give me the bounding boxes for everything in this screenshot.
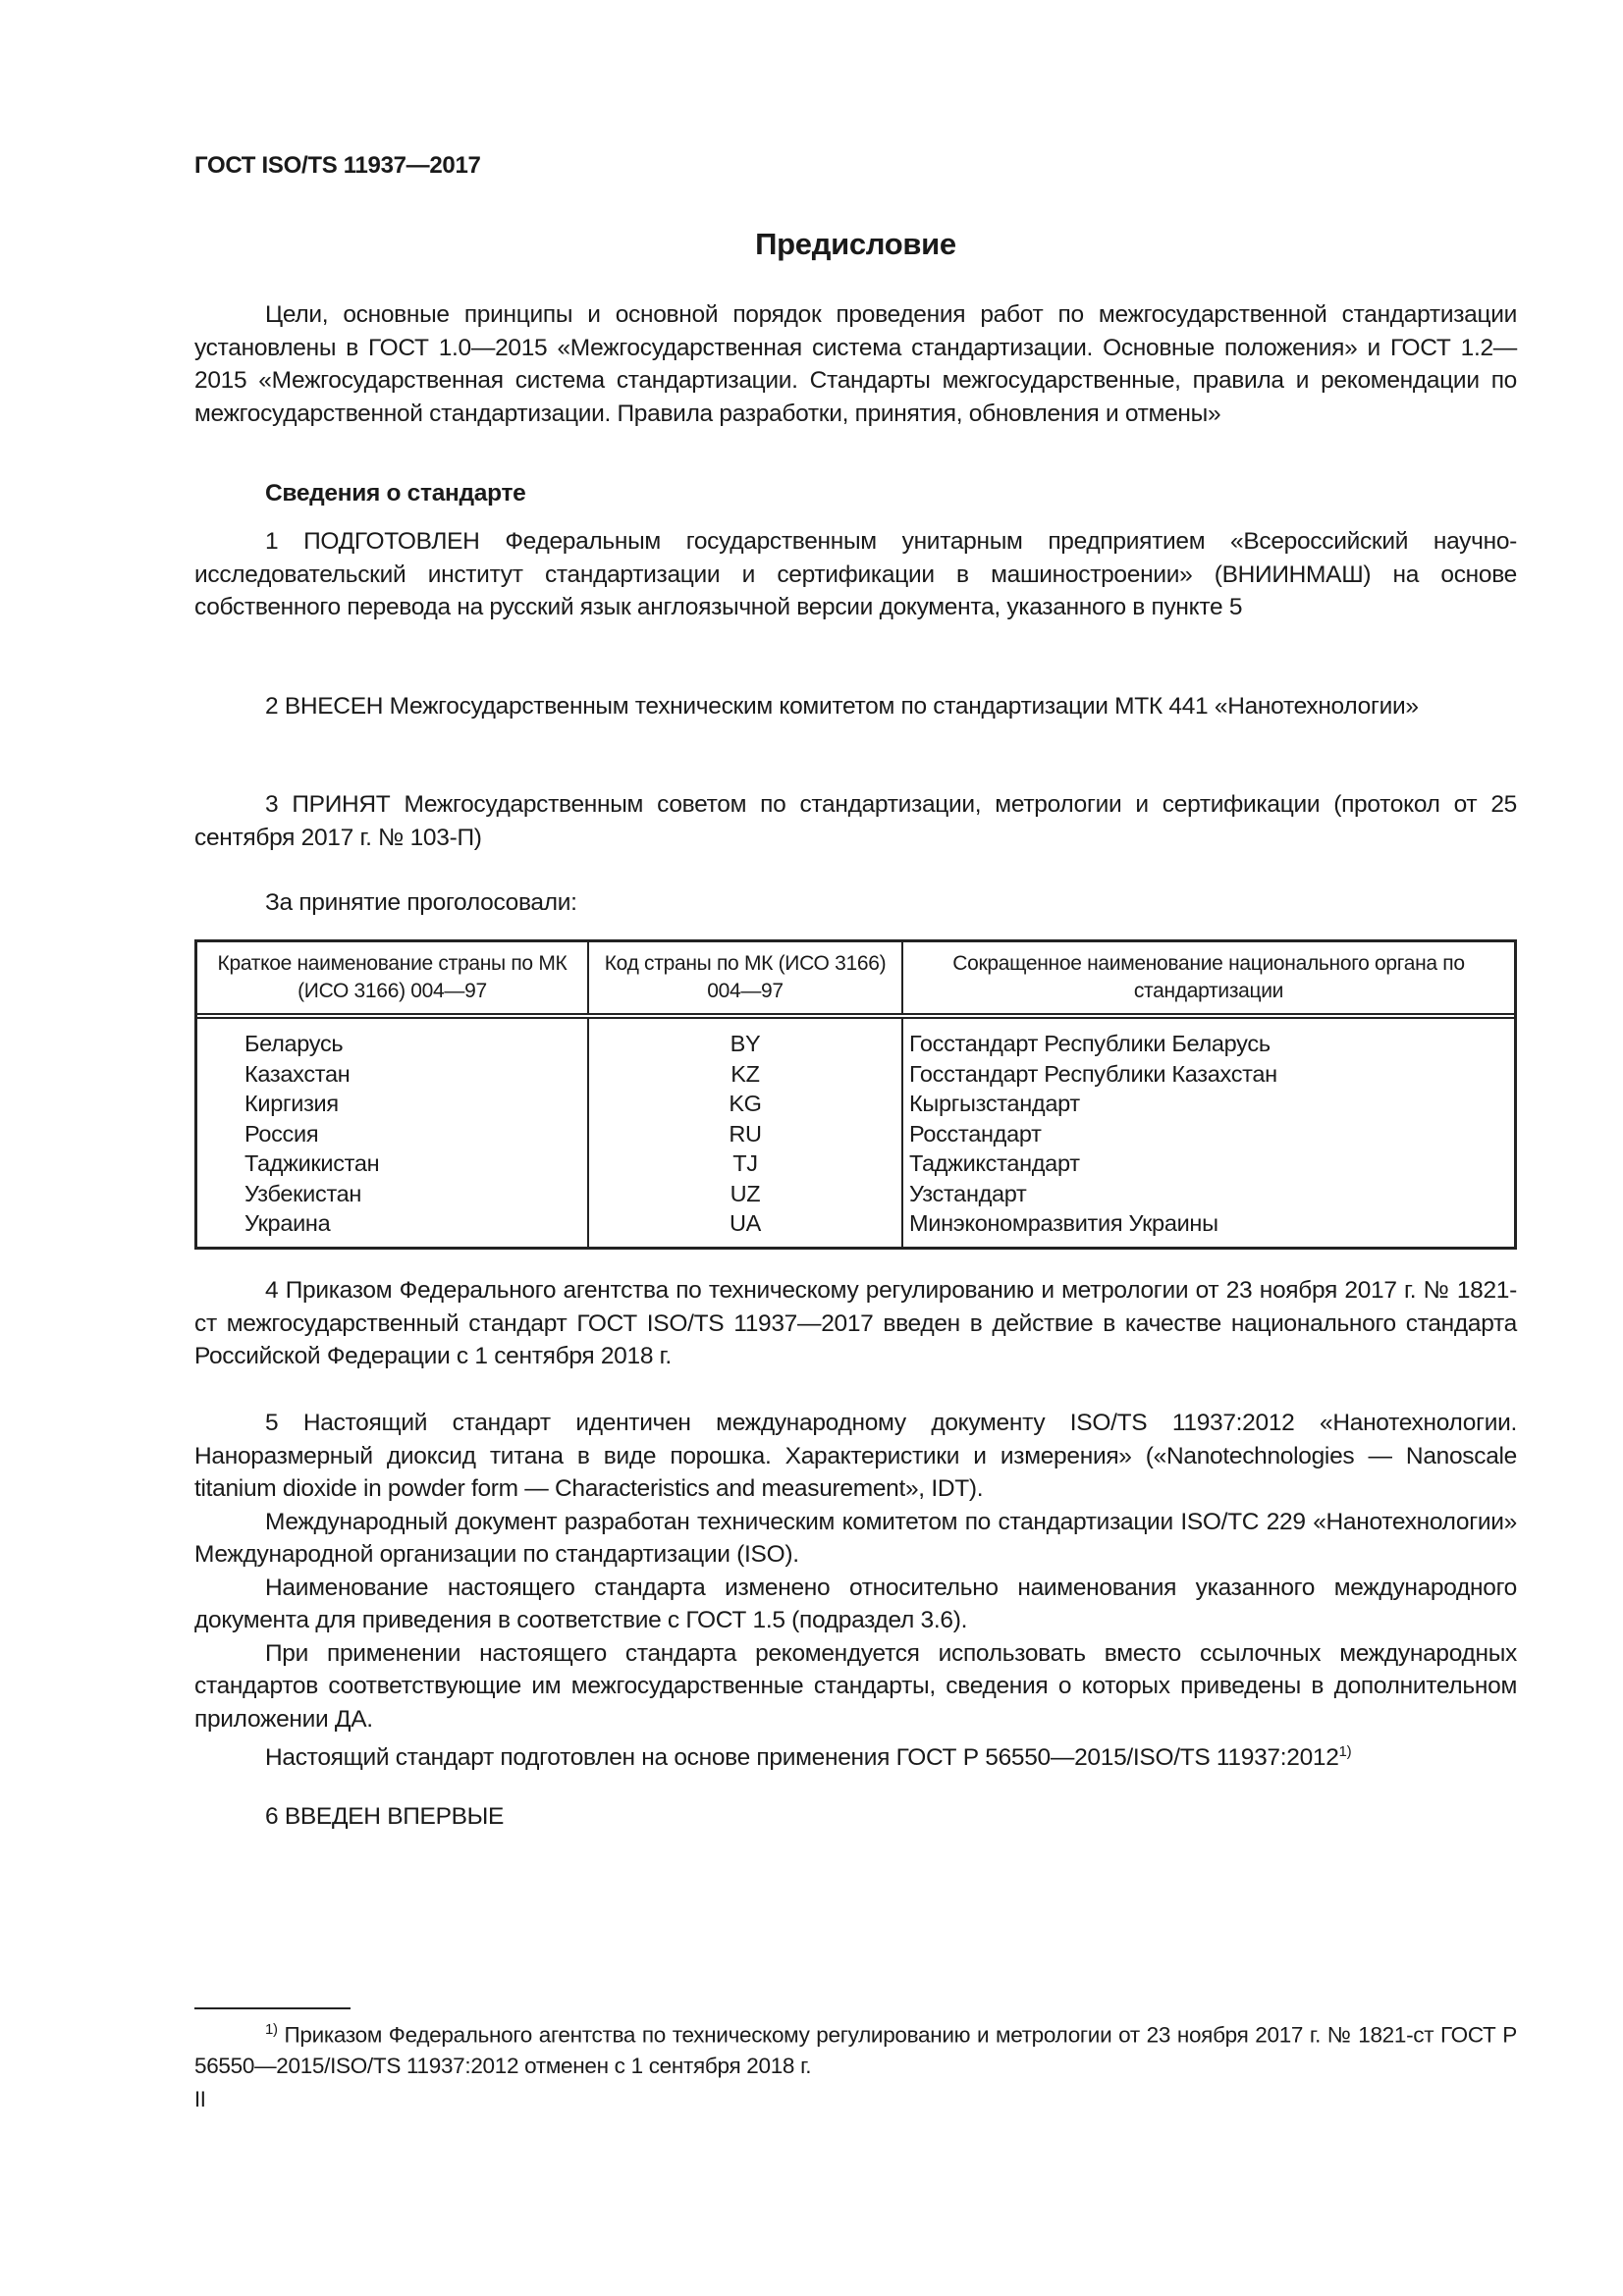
cell-code: TJ [588,1148,902,1179]
column-header-country: Краткое наименование страны по МК (ИСО 3166) 004—97 [197,942,588,1016]
voting-table [194,939,1517,1250]
cell-code: KG [588,1089,902,1119]
cell-country: Казахстан [197,1059,588,1090]
footnote-mark: 1) [265,2021,278,2038]
cell-body: Госстандарт Республики Казахстан [909,1060,1277,1087]
cell-code: KZ [588,1059,902,1090]
cell-body: Госстандарт Республики Беларусь [909,1031,1271,1056]
cell-country: Россия [197,1119,588,1149]
item-5 [194,1407,1517,1775]
table-row [197,1208,1514,1247]
item-5-paragraph: При применении настоящего стандарта рекомендуется использовать вместо ссылочных международных стандартов соответствующие им межгосударственные стандарты, сведения о которых приведены в дополнительном приложении ДА. [194,1639,1517,1733]
cell-body: Узстандарт [909,1180,1027,1206]
cell-country: Таджикистан [197,1148,588,1179]
cell-code: BY [588,1016,902,1059]
footnote-divider [194,2007,351,2009]
item-4: 4 Приказом Федерального агентства по техническому регулированию и метрологии от 23 ноября 2017 г. № 1821-ст межгосударственный стандарт ГОСТ ISO/TS 11937—2017 введен в действие в качестве национального стандарта Российской Федерации с 1 сентября 2018 г. [194,1277,1517,1369]
item-1: 1 ПОДГОТОВЛЕН Федеральным государственным унитарным предприятием «Всероссийский научно-исследовательский институт стандартизации и сертификации в машиностроении» (ВНИИНМАШ) на основе собственного перевода на русский язык англоязычной версии документа, указанного в пункте 5 [194,528,1517,620]
cell-code: RU [588,1119,902,1149]
item-5-paragraph [194,1735,1517,1775]
item-5-paragraph: 5 Настоящий стандарт идентичен международному документу ISO/TS 11937:2012 «Нанотехнологии. Наноразмерный диоксид титана в виде порошка. Характеристики и измерения» («Nanotechnologies — Nanoscale titanium dioxide in powder form — Characteristics and measurement», IDT). [194,1410,1517,1502]
table-row [197,1179,1514,1209]
table-row [197,1059,1514,1090]
cell-country: Узбекистан [197,1179,588,1209]
page-title: Предисловие [755,227,956,261]
table-row [197,1119,1514,1149]
footnote-reference: 1) [1338,1743,1352,1760]
item-2: 2 ВНЕСЕН Межгосударственным техническим комитетом по стандартизации МТК 441 «Нанотехнологии» [265,693,1419,720]
intro-paragraph: Цели, основные принципы и основной порядок проведения работ по межгосударственной стандартизации установлены в ГОСТ 1.0—2015 «Межгосударственная система стандартизации. Основные положения» и ГОСТ 1.2—2015 «Межгосударственная система стандартизации. Стандарты межгосударственные, правила и рекомендации по межгосударственной стандартизации. Правила разработки, принятия, обновления и отмены» [194,301,1517,427]
vote-label: За принятие проголосовали: [265,889,577,916]
cell-code: UA [588,1208,902,1247]
footnote-text: Приказом Федерального агентства по техническому регулированию и метрологии от 23 ноября 2017 г. № 1821-ст ГОСТ Р 56550—2015/ISO/TS 11937:2012 отменен с 1 сентября 2018 г. [194,2022,1517,2078]
section-heading: Сведения о стандарте [265,480,526,507]
table-header-row [197,942,1514,1016]
cell-body: Росстандарт [909,1120,1042,1147]
column-header-code: Код страны по МК (ИСО 3166) 004—97 [588,942,902,1016]
table-row [197,1016,1514,1059]
item-5-paragraph: Наименование настоящего стандарта изменено относительно наименования указанного международного документа для приведения в соответствие с ГОСТ 1.5 (подраздел 3.6). [194,1574,1517,1633]
item-6: 6 ВВЕДЕН ВПЕРВЫЕ [265,1803,505,1830]
cell-country: Украина [197,1208,588,1247]
column-header-body: Сокращенное наименование национального органа по стандартизации [902,942,1514,1016]
table-row [197,1089,1514,1119]
cell-body: Кыргызстандарт [909,1091,1080,1116]
cell-code: UZ [588,1179,902,1209]
cell-body: Минэкономразвития Украины [909,1210,1218,1236]
cell-country: Беларусь [197,1016,588,1059]
item-3: 3 ПРИНЯТ Межгосударственным советом по стандартизации, метрологии и сертификации (протокол от 25 сентября 2017 г. № 103-П) [194,791,1517,851]
cell-body: Таджикстандарт [909,1150,1080,1176]
page-number: II [194,2087,206,2111]
cell-country: Киргизия [197,1089,588,1119]
document-header: ГОСТ ISO/TS 11937—2017 [194,152,481,179]
table-row [197,1148,1514,1179]
item-5-paragraph: Международный документ разработан техническим комитетом по стандартизации ISO/TC 229 «Нанотехнологии» Международной организации по стандартизации (ISO). [194,1508,1517,1568]
item-5-last-text: Настоящий стандарт подготовлен на основе применения ГОСТ Р 56550—2015/ISO/TS 11937:2012 [265,1744,1339,1772]
footnote [194,2014,1517,2081]
